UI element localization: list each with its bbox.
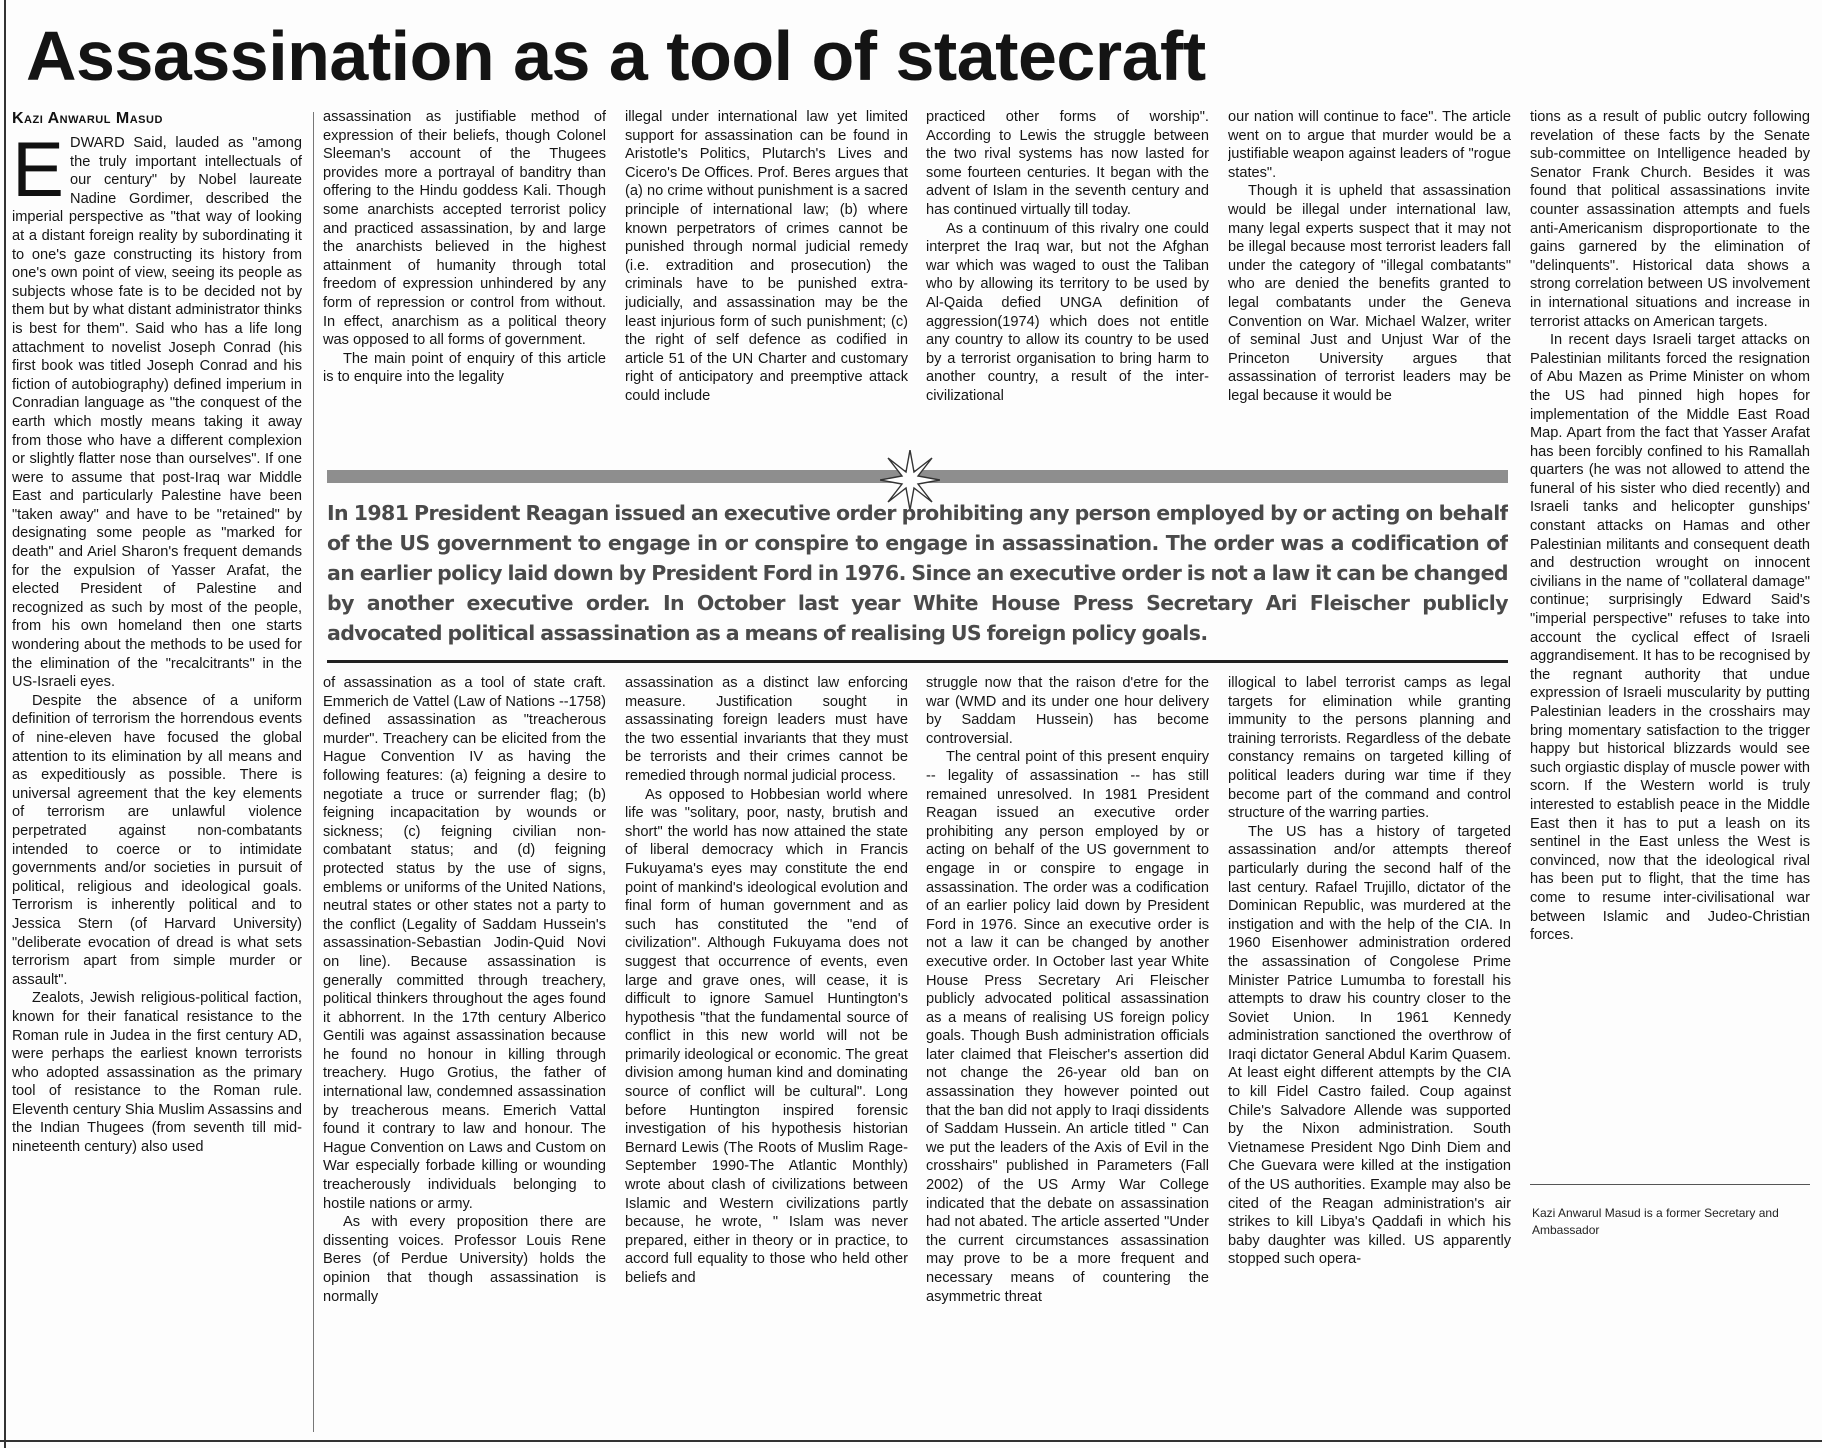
- col5-bottom-para-2: The US has a history of targeted assassination and/or attempts thereof particularly during the second half of the last century. Rafael Trujillo, dictator of the Dominican Republic, was murdered at the instigation and with the help of the CIA. In 1960 Eisenhower administration ordered the assassination of Congolese Prime Minister Patrice Lumumba to forestall his attempts to draw his country closer to the Soviet Union. In 1961 Kennedy administration sanctioned the overthrow of Iraqi dictator General Abdul Karim Quasem. At least eight different attempts by the CIA to kill Fidel Castro failed. Coup against Chile's Salvadore Allende was supported by the Nixon administration. South Vietnamese President Ngo Dinh Diem and Che Guevara were killed at the instigation of the US authorities. Example may also be cited of the Reagan administration's air strikes to kill Libya's Qaddafi in which his baby daughter was killed. US apparently stopped such opera-: [1228, 823, 1511, 1268]
- col3-bottom-para-1: assassination as a distinct law enforcing measure. Justification sought in assassinating foreign leaders must have the two essential invariants that they must be terrorists and their crimes cannot be remedied through normal judicial process.: [625, 675, 908, 784]
- pullquote-rule: [327, 660, 1508, 663]
- col4-top-para-1: practiced other forms of worship". According to Lewis the struggle between the two rival systems has now lasted for some fourteen centuries. It began with the advent of Islam in the seventh century and has continued virtually till today.: [926, 109, 1209, 218]
- col1-para-3: Zealots, Jewish religious-political faction, known for their fanatical resistance to the Roman rule in Judea in the first century AD, were perhaps the earliest known terrorists who adopted assassination as the primary tool of resistance to the Roman rule. Eleventh century Shia Muslim Assassins and the Indian Thugees (from seventh till mid-nineteenth century) also used: [12, 990, 302, 1156]
- col6-para-1: tions as a result of public outcry following revelation of these facts by the Senate sub-committee on Intelligence headed by Senator Frank Church. Besides it was found that political assassinations invite counter assassination attempts and fuels anti-Americanism disproportionate to the gains garnered by the elimination of "delinquents". Historical data shows a strong correlation between US involvement in international situations and increase in terrorist attacks on American targets.: [1530, 109, 1810, 330]
- col5-bottom-para-1: illogical to label terrorist camps as legal targets for elimination while granting immunity to the persons planning and training terrorists. Regardless of the debate constancy remains on targeted killing of political leaders during war time if they become part of the command and control structure of the warring parties.: [1228, 675, 1511, 822]
- column-1: [12, 134, 302, 1434]
- col3-top-para-1: illegal under international law yet limited support for assassination can be found in Aristotle's Politics, Plutarch's Lives and Cicero's De Offices. Prof. Beres argues that (a) no crime without punishment is a sacred principle of international law; (b) where known perpetrators of crimes cannot be punished through normal judicial remedy (i.e. extradition and prosecution) the criminals have to be punished extra-judicially, and assassination may be the least injurious form of such punishment; (c) the right of self defence as codified in article 51 of the UN Charter and customary right of anticipatory and preemptive attack could include: [625, 109, 908, 404]
- col5-top-para-1: our nation will continue to face". The article went on to argue that murder would be a justifiable weapon against leaders of "rogue states".: [1228, 109, 1511, 181]
- col2-bottom-para-2: As with every proposition there are dissenting voices. Professor Louis Rene Beres (of Perdue University) holds the opinion that though assassination is normally: [323, 1214, 606, 1305]
- column-3-top: [625, 108, 908, 463]
- headline: Assassination as a tool of statecraft: [26, 17, 1206, 95]
- drop-cap: E: [12, 134, 65, 213]
- footnote-rule: [1530, 1184, 1810, 1185]
- col2-top-para-1: assassination as justifiable method of expression of their beliefs, though Colonel Sleeman's account of the Thugees provides more a portrayal of banditry than offering to the Hindu goddess Kali. Though some anarchists accepted terrorist policy and practiced assassination, by and large the anarchists believed in the highest attainment of humanity through total freedom of expression unhindered by any form of repression or control from without. In effect, anarchism as a political theory was opposed to all forms of government.: [323, 109, 606, 349]
- column-3-bottom: [625, 674, 908, 1434]
- left-border: [4, 0, 6, 1448]
- col2-top-para-2: The main point of enquiry of this article is to enquire into the legality: [323, 350, 606, 386]
- col3-bottom-para-2: As opposed to Hobbesian world where life was "solitary, poor, nasty, brutish and short" the world has now attained the state of liberal democracy which in Francis Fukuyama's eyes may constitute the end point of mankind's ideological evolution and final form of human government and as such has constituted the "end of civilization". Although Fukuyama does not suggest that occurrence of events, even large and grave ones, will cease, it is difficult to ignore Samuel Huntington's hypothesis "that the fundamental source of conflict in this new world will not be primarily ideological or economic. The great division among human kind and dominating source of conflict will be cultural". Long before Huntington inspired forensic investigation of his hypothesis historian Bernard Lewis (The Roots of Muslim Rage-September 1990-The Atlantic Monthly) wrote about clash of civilizations between Islamic and Western civilizations partly because, he wrote, " Islam was never prepared, either in theory or in practice, to accord full equality to those who held other beliefs and: [625, 786, 908, 1286]
- col1-para-1: EDWARD Said, lauded as "among the truly important intellectuals of our century" by Nobel laureate Nadine Gordimer, described the imperial perspective as "that way of looking at a distant foreign reality by subordinating it to one's gaze constructing its history from one's own point of view, seeing its people as subjects whose fate is to be decided not by them but by what distant administrator thinks is best for them". Said who has a life long attachment to novelist Joseph Conrad (his first book was titled Joseph Conrad and his fiction of autobiography) defined imperium in Conradian language as "the conquest of the earth which mostly means taking it away from those who have a different complexion or slightly flatter nose than ourselves". If one were to assume that post-Iraq war Middle East and particularly Palestine have been "taken away" and have to be "retained" by designating some people as "marked for death" and Ariel Sharon's frequent demands for the expulsion of Yasser Arafat, the elected President of Palestine and recognized as such by most of the people, from his own homeland then one starts wondering about the methods to be used for the elimination of the "recalcitrants" in the US-Israeli eyes.: [12, 134, 302, 691]
- column-rule: [313, 112, 314, 1432]
- col4-bottom-para-1: struggle now that the raison d'etre for the war (WMD and its under one hour delivery by Saddam Hussein) has become controversial.: [926, 675, 1209, 747]
- column-4-top: [926, 108, 1209, 463]
- column-6: [1530, 108, 1810, 1178]
- col4-top-para-2: As a continuum of this rivalry one could interpret the Iraq war, but not the Afghan war which was waged to oust the Taliban who by allowing its territory to be used by Al-Qaida defied UNGA definition of aggression(1974) which does not entitle any country to allow its country to be used by a terrorist organisation to bring harm to another country, a result of the inter-civilizational: [926, 220, 1209, 404]
- pullquote: In 1981 President Reagan issued an executive order prohibiting any person employed by or acting on behalf of the US government to engage in or conspire to engage in assassination. The order was a codification of an earlier policy laid down by President Ford in 1976. Since an executive order is not a law it can be changed by another executive order. In October last year White House Press Secretary Ari Fleischer publicly advocated political assassination as a means of realising US foreign policy goals.: [327, 501, 1508, 645]
- column-4-bottom: [926, 674, 1209, 1434]
- column-2-bottom: [323, 674, 606, 1434]
- author-footnote: Kazi Anwarul Masud is a former Secretary and Ambassador: [1532, 1206, 1779, 1237]
- col4-bottom-para-2: The central point of this present enquiry -- legality of assassination -- has still remained unresolved. In 1981 President Reagan issued an executive order prohibiting any person employed by or acting on behalf of the US government to engage in or conspire to engage in assassination. The order was a codification of an earlier policy laid down by President Ford in 1976. Since an executive order is not a law it can be changed by another executive order. In October last year White House Press Secretary Ari Fleischer publicly advocated political assassination as a means of realising US foreign policy goals. Though Bush administration officials later claimed that Fleischer's assertion did not change the 26-year old ban on assassination they however pointed out that the ban did not apply to Iraqi dissidents of Saddam Hussein. An article titled " Can we put the leaders of the Axis of Evil in the crosshairs" published in Parameters (Fall 2002) of the US Army War College indicated that the debate on assassination had not abated. The article asserted "Under the current circumstances assassination may prove to be a more frequent and necessary means of countering the asymmetric threat: [926, 749, 1209, 1305]
- byline: Kazi Anwarul Masud: [12, 110, 163, 127]
- column-2-top: [323, 108, 606, 463]
- col5-top-para-2: Though it is upheld that assassination would be illegal under international law, many legal experts suspect that it may not be illegal because most terrorist leaders fall under the category of "illegal combatants" who are denied the benefits granted to legal combatants under the Geneva Convention on War. Michael Walzer, writer of seminal Just and Unjust War of the Princeton University argues that assassination of terrorist leaders may be legal because it would be: [1228, 183, 1511, 404]
- column-5-top: [1228, 108, 1511, 463]
- col1-para-2: Despite the absence of a uniform definition of terrorism the horrendous events of nine-eleven have focused the global attention to its elimination by all means and as expeditiously as possible. There is universal agreement that the key elements of terrorism are unlawful violence perpetrated against non-combatants intended to coerce or to intimidate governments and/or societies in pursuit of political, religious and ideological goals. Terrorism is inherently political and to Jessica Stern (of Harvard University) "deliberate evocation of dread is what sets terrorism apart from simple murder or assault".: [12, 692, 302, 988]
- col2-bottom-para-1: of assassination as a tool of state craft. Emmerich de Vattel (Law of Nations --1758) defined assassination as "treacherous murder". Treachery can be elicited from the Hague Convention IV as having the following features: (a) feigning a desire to negotiate a truce or surrender flag; (b) feigning incapacitation by wounds or sickness; (c) feigning civilian non-combatant status; and (d) feigning protected status by the use of signs, emblems or uniforms of the United Nations, neutral states or other states not a party to the conflict (Legality of Saddam Hussein's assassination-Sebastian Jodin-Quid Novi on line). Because assassination is generally committed through treachery, political thinkers throughout the ages found it abhorrent. In the 17th century Alberico Gentili was against assassination because he found no honour in killing through treachery. Hugo Grotius, the father of international law, condemned assassination by treacherous means. Emerich Vattal found it contrary to law and honour. The Hague Convention on Laws and Custom on War especially forbade killing or wounding treacherously individuals belonging to hostile nations or army.: [323, 675, 606, 1212]
- column-5-bottom: [1228, 674, 1511, 1434]
- bottom-border: [0, 1440, 1822, 1442]
- col6-para-2: In recent days Israeli target attacks on Palestinian militants forced the resignation of Abu Mazen as Prime Minister on whom the US had pinned high hopes for implementation of the Middle East Road Map. Apart from the fact that Yasser Arafat has been forcibly confined to his Ramallah quarters (he was not allowed to attend the funeral of his sister who died recently) and Israeli tanks and helicopter gunships' constant attacks on Hamas and other Palestinian militants and consequent death and destruction wrought on innocent civilians in the name of "collateral damage" continue; surprisingly Edward Said's "imperial perspective" refuses to take into account the cyclical effect of Israeli aggrandisement. It has to be recognised by the regnant authority that undue expression of Israeli muscularity by putting Palestinian leaders in the crosshairs may bring momentary satisfaction to the trigger happy but historical blizzards would see such orgiastic display of muscle power with scorn. If the Western world is truly interested to establish peace in the Middle East then it has to put a leash on its sentinel in the East unless the West is convinced, now that the ideological rival has been put to flight, that the time has come to resume inter-civilisational war between Islamic and Judeo-Christian forces.: [1530, 332, 1810, 944]
